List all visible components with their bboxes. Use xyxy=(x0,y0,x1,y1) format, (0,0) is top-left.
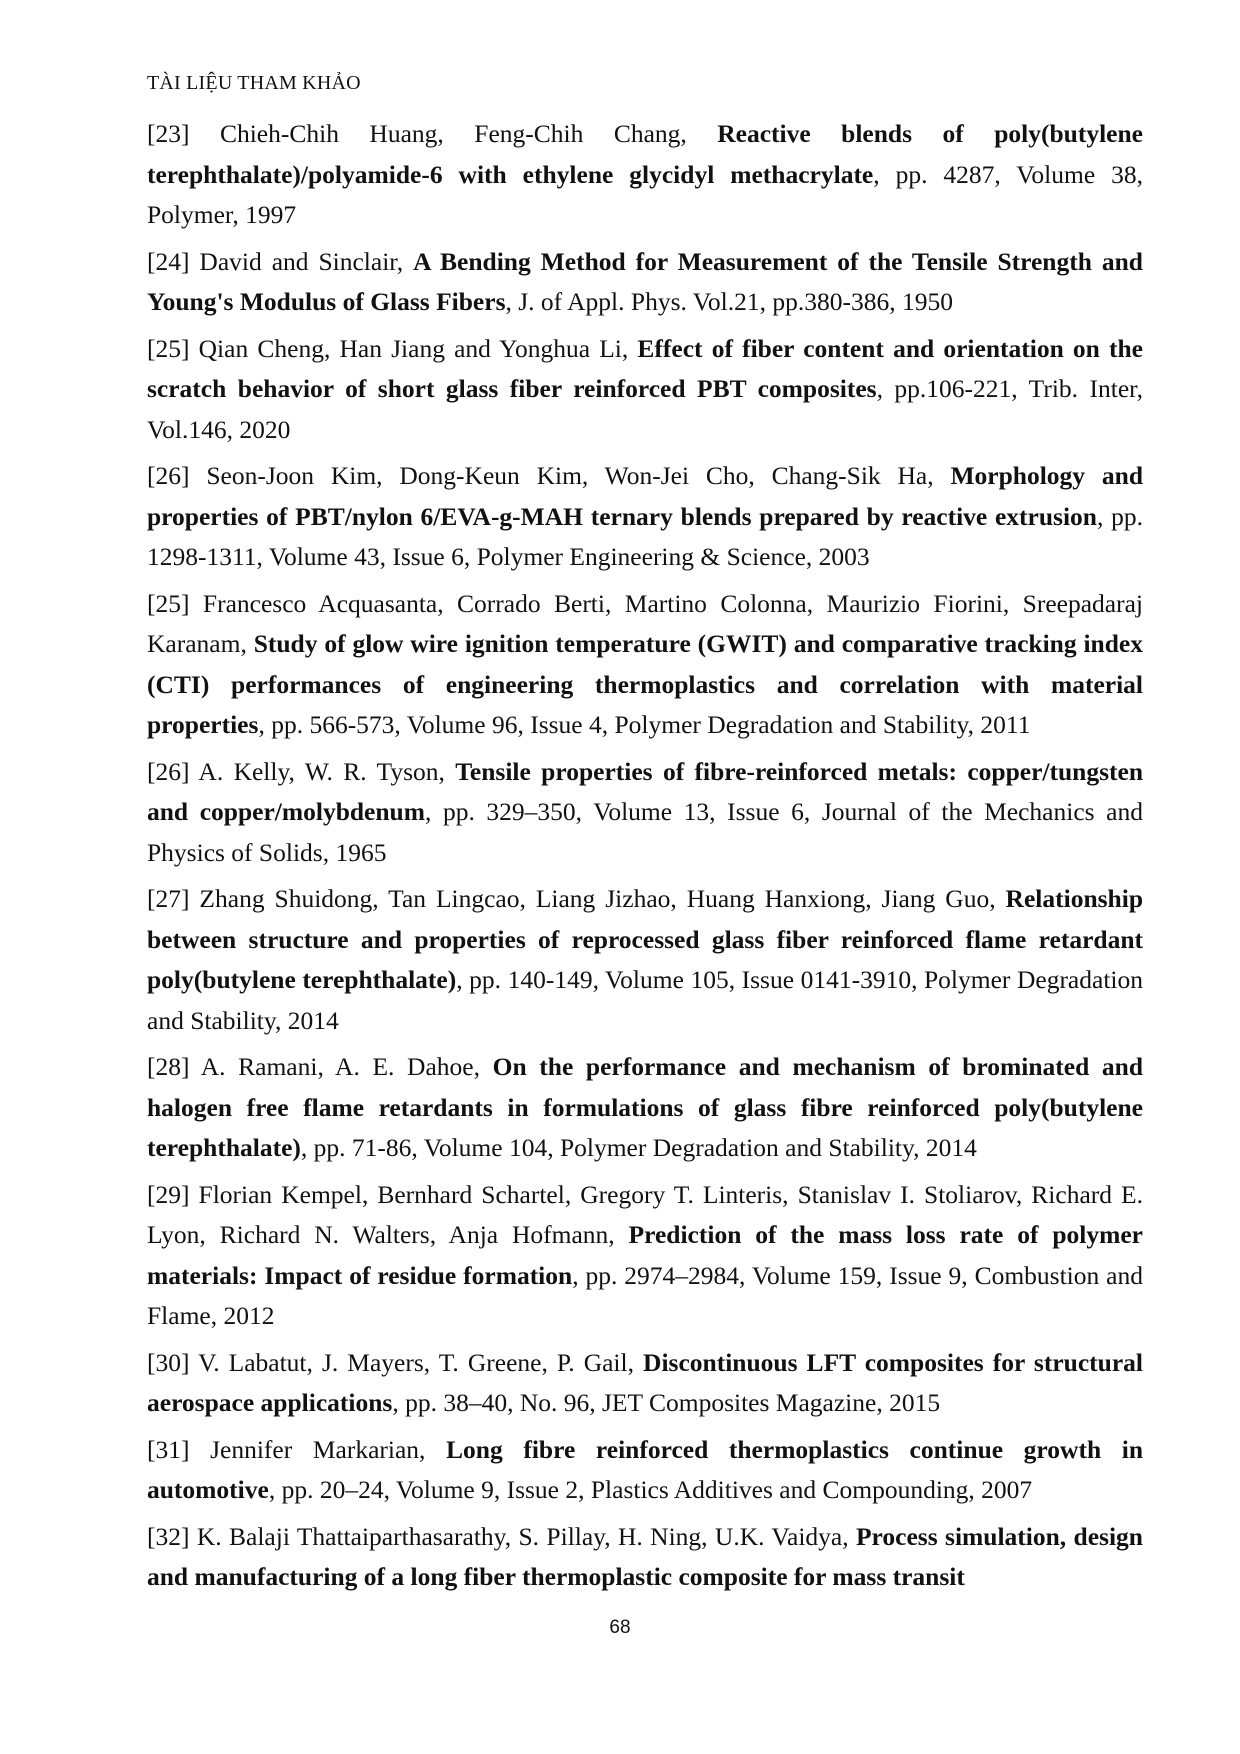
reference-entry xyxy=(147,584,1143,746)
reference-title: Process simulation, design and manufacturing of a long fiber thermoplastic composite for mass transit xyxy=(147,1521,1143,1591)
section-header: TÀI LIỆU THAM KHẢO xyxy=(147,72,361,94)
reference-entry xyxy=(147,114,1143,236)
reference-pre: [26] A. Kelly, W. R. Tyson, xyxy=(147,756,456,786)
reference-pre: [32] K. Balaji Thattaiparthasarathy, S. Pillay, H. Ning, U.K. Vaidya, xyxy=(147,1521,856,1551)
reference-pre: [24] David and Sinclair, xyxy=(147,246,414,276)
reference-entry xyxy=(147,1343,1143,1424)
reference-post: , pp. 20–24, Volume 9, Issue 2, Plastics Additives and Compounding, 2007 xyxy=(268,1475,1033,1504)
reference-post: , pp. 4287, Volume 38, Polymer, 1997 xyxy=(147,159,1144,229)
reference-entry xyxy=(147,1430,1143,1511)
reference-title: Long fibre reinforced thermoplastics continue growth in automotive xyxy=(147,1434,1144,1504)
reference-post: , J. of Appl. Phys. Vol.21, pp.380-386, 1950 xyxy=(505,287,953,316)
reference-title: Tensile properties of fibre-reinforced metals: copper/tungsten and copper/molybdenum xyxy=(147,756,1143,826)
reference-post: , pp. 329–350, Volume 13, Issue 6, Journal of the Mechanics and Physics of Solids, 1965 xyxy=(147,797,1143,867)
reference-entry xyxy=(147,1047,1143,1169)
reference-title: Morphology and properties of PBT/nylon 6/EVA-g-MAH ternary blends prepared by reactive extrusion xyxy=(147,461,1144,531)
reference-title: On the performance and mechanism of brominated and halogen free flame retardants in formulations of glass fibre reinforced poly(butylene terephthalate) xyxy=(147,1052,1143,1162)
reference-entry xyxy=(147,329,1143,451)
reference-post: , pp.106-221, Trib. Inter, Vol.146, 2020 xyxy=(147,374,1143,444)
reference-post: , pp. 566-573, Volume 96, Issue 4, Polymer Degradation and Stability, 2011 xyxy=(258,710,1031,739)
page-number: 68 xyxy=(609,1617,631,1638)
reference-pre: [31] Jennifer Markarian, xyxy=(147,1434,447,1464)
reference-entry xyxy=(147,1517,1143,1598)
reference-title: Discontinuous LFT composites for structural aerospace applications xyxy=(147,1347,1143,1417)
reference-pre: [26] Seon-Joon Kim, Dong-Keun Kim, Won-Jei Cho, Chang-Sik Ha, xyxy=(147,461,951,490)
reference-title: Study of glow wire ignition temperature (GWIT) and comparative tracking index (CTI) performances of engineering thermoplastics and correlation with material properties xyxy=(147,629,1143,739)
reference-title: Effect of fiber content and orientation on the scratch behavior of short glass fiber reinforced PBT composites xyxy=(147,333,1143,403)
reference-pre: [27] Zhang Shuidong, Tan Lingcao, Liang Jizhao, Huang Hanxiong, Jiang Guo, xyxy=(147,884,1006,913)
reference-pre: [28] A. Ramani, A. E. Dahoe, xyxy=(147,1052,493,1081)
reference-title: Reactive blends of poly(butylene terephthalate)/polyamide-6 with ethylene glycidyl methacrylate xyxy=(147,119,1144,189)
reference-entry xyxy=(147,242,1143,323)
reference-title: Prediction of the mass loss rate of polymer materials: Impact of residue formation xyxy=(147,1220,1143,1290)
reference-post: , pp. 38–40, No. 96, JET Composites Magazine, 2015 xyxy=(392,1388,941,1417)
reference-list xyxy=(147,114,1143,1598)
reference-entry xyxy=(147,752,1143,874)
reference-post: , pp. 2974–2984, Volume 159, Issue 9, Combustion and Flame, 2012 xyxy=(147,1260,1143,1330)
reference-post: , pp. 71-86, Volume 104, Polymer Degradation and Stability, 2014 xyxy=(300,1133,977,1162)
reference-entry xyxy=(147,879,1143,1041)
reference-entry xyxy=(147,1175,1143,1337)
reference-pre: [23] Chieh-Chih Huang, Feng-Chih Chang, xyxy=(147,119,718,148)
reference-post: , pp. 1298-1311, Volume 43, Issue 6, Polymer Engineering & Science, 2003 xyxy=(147,501,1144,571)
reference-pre: [30] V. Labatut, J. Mayers, T. Greene, P. Gail, xyxy=(147,1347,644,1377)
reference-title: Relationship between structure and properties of reprocessed glass fiber reinforced flame retardant poly(butylene terephthalate) xyxy=(147,884,1143,994)
reference-entry xyxy=(147,456,1143,578)
reference-post: , pp. 140-149, Volume 105, Issue 0141-3910, Polymer Degradation and Stability, 2014 xyxy=(147,965,1143,1035)
document-page xyxy=(147,70,1143,1604)
reference-pre: [29] Florian Kempel, Bernhard Schartel, Gregory T. Linteris, Stanislav I. Stoliarov, Richard E. Lyon, Richard N. Walters, Anja Hofmann, xyxy=(147,1179,1143,1249)
reference-pre: [25] Qian Cheng, Han Jiang and Yonghua Li, xyxy=(147,333,638,363)
reference-title: A Bending Method for Measurement of the Tensile Strength and Young's Modulus of Glass Fibers xyxy=(147,246,1143,316)
reference-pre: [25] Francesco Acquasanta, Corrado Berti, Martino Colonna, Maurizio Fiorini, Sreepadaraj Karanam, xyxy=(147,588,1143,658)
